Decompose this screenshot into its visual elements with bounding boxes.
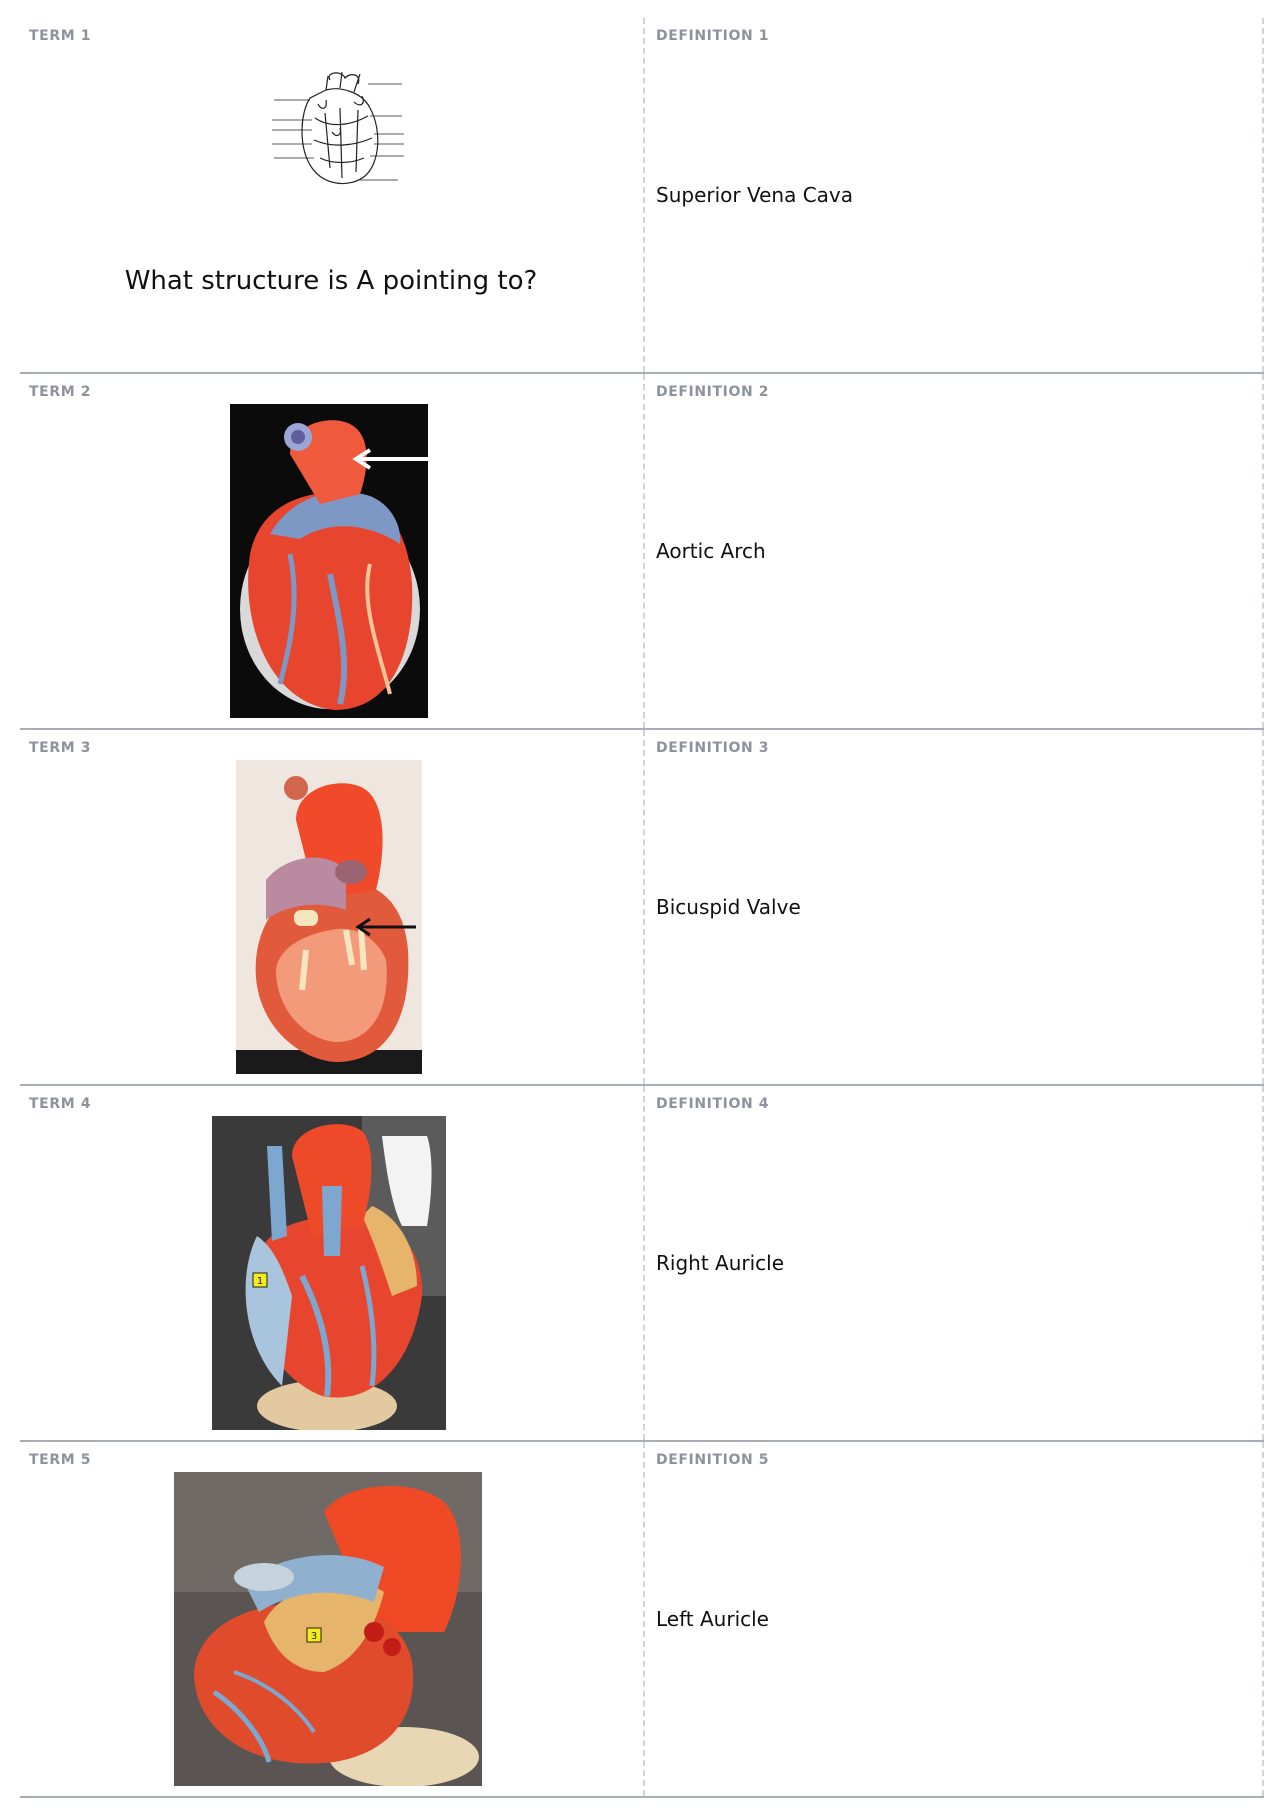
- definition-cell: [643, 1442, 1264, 1796]
- marker-label: 1: [256, 1276, 264, 1287]
- definition-label: DEFINITION 4: [656, 1096, 770, 1112]
- definition-label: DEFINITION 2: [656, 384, 770, 400]
- heart-model-photo-icon: [212, 1116, 446, 1430]
- term-cell: [20, 730, 642, 1084]
- term-label: TERM 2: [29, 384, 92, 400]
- heart-line-drawing-icon: [270, 68, 410, 193]
- definition-text: Right Auricle: [656, 1251, 785, 1275]
- question-text: What structure is A pointing to?: [124, 266, 538, 296]
- definition-cell: [643, 1086, 1264, 1440]
- heart-model-photo-icon: [230, 404, 428, 718]
- card-row: [20, 1086, 1264, 1442]
- term-cell: [20, 1442, 642, 1796]
- term-label: TERM 1: [29, 28, 92, 44]
- definition-label: DEFINITION 5: [656, 1452, 770, 1468]
- term-label: TERM 4: [29, 1096, 92, 1112]
- card-row: [20, 730, 1264, 1086]
- term-cell: [20, 374, 642, 728]
- definition-text: Bicuspid Valve: [656, 895, 801, 919]
- definition-text: Superior Vena Cava: [656, 183, 854, 207]
- card-row: [20, 18, 1264, 374]
- heart-section-photo-icon: [236, 760, 422, 1074]
- definition-cell: [643, 374, 1264, 728]
- heart-model-photo-icon: [174, 1472, 482, 1786]
- definition-cell: [643, 18, 1264, 372]
- marker-label: 3: [310, 1631, 318, 1642]
- term-label: TERM 3: [29, 740, 92, 756]
- definition-label: DEFINITION 1: [656, 28, 770, 44]
- definition-text: Left Auricle: [656, 1607, 769, 1631]
- definition-text: Aortic Arch: [656, 539, 766, 563]
- term-cell: [20, 1086, 642, 1440]
- definition-label: DEFINITION 3: [656, 740, 770, 756]
- flashcard-sheet: [20, 18, 1264, 1798]
- term-cell: [20, 18, 642, 372]
- card-row: [20, 1442, 1264, 1798]
- term-label: TERM 5: [29, 1452, 92, 1468]
- card-row: [20, 374, 1264, 730]
- definition-cell: [643, 730, 1264, 1084]
